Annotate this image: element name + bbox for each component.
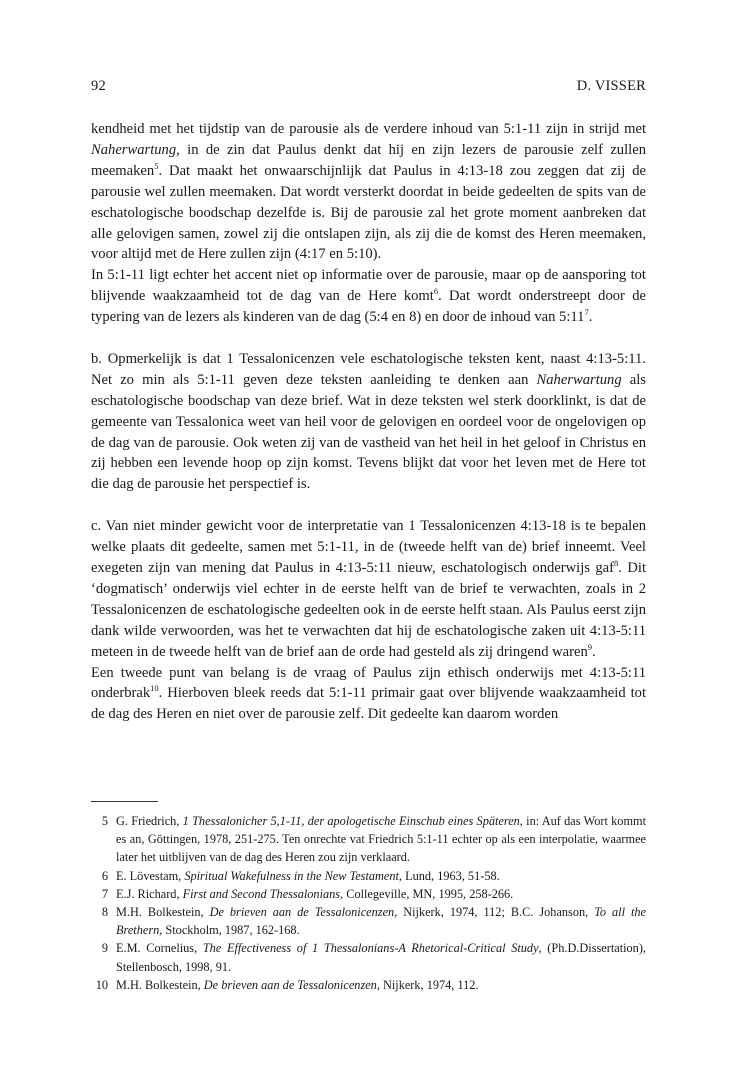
paragraph-2 bbox=[91, 265, 646, 328]
running-header bbox=[91, 78, 646, 100]
text-run: , Nijkerk, 1974, 112; B.C. Johanson, bbox=[394, 905, 595, 920]
page-number: 92 bbox=[91, 78, 106, 94]
text-run: E. Lövestam, bbox=[116, 868, 185, 883]
text-run: M.H. Bolkestein, bbox=[116, 905, 210, 920]
footnote-ref-10[interactable]: 10 bbox=[150, 683, 159, 694]
italic-title: 1 Thessalonicher 5,1-11, der apologetische Einschub eines Späteren, bbox=[182, 814, 523, 828]
footnote-number: 10 bbox=[95, 977, 108, 992]
paragraph-1 bbox=[91, 119, 646, 265]
italic-title: First and Second Thessalonians bbox=[182, 886, 341, 901]
text-run: als eschatologische boodschap van deze brief. Wat in deze teksten wel sterk doorklinkt, is dat de gemeente van Tessalonica weet van heil voor de gelovigen en oordeel voor de ongelovigen op de dag van de parousie. Ook weten zij van de vastheid van het heil in het geloof in Christus en zij hebben een levende hoop op zijn komst. Tevens blijkt dat voor het leven met de Here tot die dag de parousie het perspectief is. bbox=[91, 371, 646, 493]
text-run: In 5:1-11 ligt echter het accent niet op informatie over de parousie, maar op de aansporing tot blijvende waakzaamheid tot de dag van de Here komt bbox=[91, 267, 646, 305]
text-run: Een tweede punt van belang is de vraag of Paulus zijn ethisch onderwijs met 4:13-5:11 onderbrak bbox=[91, 664, 646, 702]
italic-title: De brieven aan de Tessalonicenzen bbox=[203, 977, 377, 992]
body-text bbox=[91, 119, 646, 725]
footnote-8 bbox=[91, 903, 646, 939]
footnote-ref-6[interactable]: 6 bbox=[433, 286, 439, 297]
footnotes bbox=[91, 812, 646, 994]
paragraph-c-continued bbox=[91, 663, 646, 726]
text-run: . bbox=[592, 643, 596, 660]
text-run: in: Auf das Wort kommt es an, Göttingen, 1978, 251-275. Ten onrechte vat Friedrich 5:1-11 echter op als een interpolatie, waarmee later het uitblijven van de dag des Heren zou zijn verklaard. bbox=[116, 814, 646, 865]
text-run: . bbox=[588, 309, 593, 326]
footnote-ref-8[interactable]: 8 bbox=[614, 558, 619, 569]
footnote-7 bbox=[91, 885, 646, 903]
footnote-ref-7[interactable]: 7 bbox=[584, 307, 589, 318]
footnote-number: 7 bbox=[101, 886, 108, 901]
footnote-ref-5[interactable]: 5 bbox=[154, 160, 159, 171]
text-run: . Dat maakt het onwaarschijnlijk dat Paulus in 4:13-18 zou zeggen dat zij de parousie wel zullen meemaken. Dat wordt versterkt doordat in beide gedeelten de spits van de eschatologische boodschap dezelfde is. Bij de parousie zal het grote moment aanbreken dat alle gelovigen samen, zowel zij die ontslapen zijn, als zij die de komst des Heren meemaken, voor altijd met de Here zullen zijn (4:17 en 5:10). bbox=[91, 162, 646, 263]
text-run: , (Ph.D.Dissertation), Stellenbosch, 1998, 91. bbox=[116, 941, 646, 974]
footnote-6 bbox=[91, 867, 646, 885]
text-run: c. Van niet minder gewicht voor de interpretatie van 1 Tessalonicenzen 4:13-18 is te bepalen welke plaats dit gedeelte, samen met 5:1-11, in de (tweede helft van de) brief inneemt. Veel exegeten zijn van mening dat Paulus in 4:13-5:11 nieuw, eschatologisch onderwijs gaf bbox=[91, 518, 646, 576]
text-run: , Nijkerk, 1974, 112. bbox=[376, 977, 479, 992]
text-run: , in de zin dat Paulus denkt dat hij en zijn lezers de parousie zelf zullen meemaken bbox=[91, 141, 646, 179]
text-run: kendheid met het tijdstip van de parousie als de verdere inhoud van 5:1-11 zijn in strijd met bbox=[91, 121, 646, 137]
footnote-number: 5 bbox=[101, 814, 108, 828]
footnote-9 bbox=[91, 939, 646, 975]
footnote-number: 9 bbox=[101, 941, 108, 956]
footnote-separator bbox=[91, 801, 158, 802]
italic-title: The Effectiveness of 1 Thessalonians-A Rhetorical-Critical Study bbox=[202, 941, 539, 956]
footnote-10 bbox=[91, 976, 646, 994]
running-head-author: D. VISSER bbox=[576, 78, 646, 94]
footnote-number: 6 bbox=[101, 868, 108, 883]
text-run: b. Opmerkelijk is dat 1 Tessalonicenzen vele eschatologische teksten kent, naast 4:13-5:11. Net zo min als 5:1-11 geven deze teksten aanleiding te denken aan bbox=[91, 350, 646, 388]
italic-title: To all the Brethern bbox=[116, 905, 646, 938]
italic-term: Naherwartung bbox=[91, 141, 177, 158]
footnote-ref-9[interactable]: 9 bbox=[587, 641, 593, 652]
text-run: . Dat wordt onderstreept door de typering van de lezers als kinderen van de dag (5:4 en 8) en door de inhoud van 5:11 bbox=[91, 288, 646, 326]
italic-title: De brieven aan de Tessalonicenzen bbox=[209, 905, 395, 920]
text-run: , Stockholm, 1987, 162-168. bbox=[159, 923, 300, 938]
footnote-number: 8 bbox=[101, 905, 108, 920]
paragraph-c bbox=[91, 516, 646, 662]
text-run: Lund, 1963, 51-58. bbox=[402, 868, 500, 883]
text-run: , Collegeville, MN, 1995, 258-266. bbox=[340, 886, 514, 901]
text-run: E.J. Richard, bbox=[116, 886, 183, 901]
paragraph-b bbox=[91, 349, 646, 495]
text-run: M.H. Bolkestein, bbox=[116, 977, 204, 992]
italic-term: Naherwartung bbox=[536, 371, 622, 388]
text-run: . Hierboven bleek reeds dat 5:1-11 primair gaat over blijvende waakzaamheid tot de dag des Heren en niet over de parousie zelf. Dit gedeelte kan daarom worden bbox=[91, 685, 646, 723]
text-run: . Dit ‘dogmatisch’ onderwijs viel echter in de eerste helft van de brief te verwachten, zoals in 2 Tessalonicenzen de eschatologische gedeelten ook in de eerste helft staan. Als Paulus eerst zijn dank wilde verwoorden, was het te verwachten dat hij de eschatologische zaken uit 4:13-5:11 meteen in de tweede helft van de brief aan de orde had gesteld als zij dringend waren bbox=[91, 560, 647, 660]
footnote-5 bbox=[91, 812, 646, 867]
text-run: G. Friedrich, bbox=[116, 814, 183, 828]
text-run: E.M. Cornelius, bbox=[116, 941, 203, 956]
italic-title: Spiritual Wakefulness in the New Testament, bbox=[184, 868, 403, 883]
